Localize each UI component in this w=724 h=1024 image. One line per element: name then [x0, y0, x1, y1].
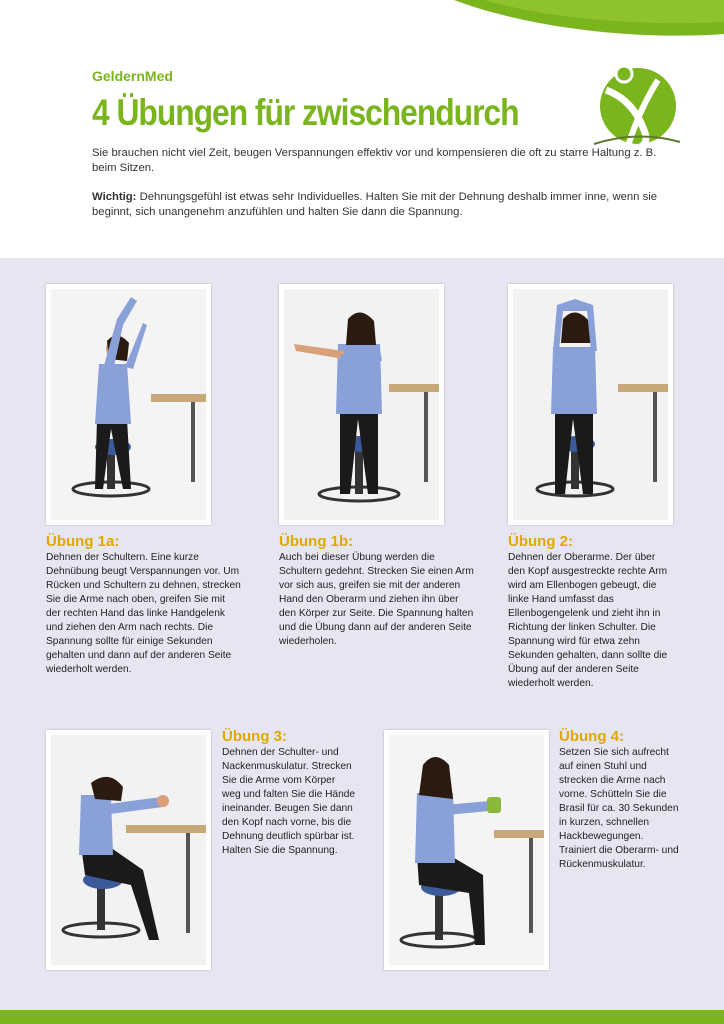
exercise-1a-title: Übung 1a:	[46, 533, 120, 550]
brand-name: GeldernMed	[92, 68, 173, 84]
exercise-1a-photo	[46, 284, 211, 525]
exercise-1a-text: Dehnen der Schultern. Eine kurze Dehnübung beugt Verspannungen vor. Um Rücken und Schultern zu dehnen, strecken Sie die Arme nach oben, greifen Sie mit der rechten Hand das linke Handgelenk und ziehen den Arm nach rechts. Die Spannung sollte für einige Sekunden gehalten und dann auf der anderen Seite wiederholt werden.	[46, 552, 241, 675]
important-label: Wichtig:	[92, 191, 137, 203]
important-note	[92, 190, 672, 220]
page-title: 4 Übungen für zwischendurch	[92, 92, 519, 133]
exercise-3-text: Dehnen der Schulter- und Nackenmuskulatur. Strecken Sie die Arme vom Körper weg und falten Sie die Hände ineinander. Beugen Sie dann den Kopf nach vorne, bis die Dehnung deutlich spürbar ist. Halten Sie die Spannung.	[222, 747, 356, 856]
exercise-1b-text: Auch bei dieser Übung werden die Schultern gedehnt. Strecken Sie einen Arm vor sich aus, greifen sie mit der anderen Hand den Oberarm und ziehen ihn über den Körper zur Seite. Die Spannung halten und die Übung dann auf der anderen Seite wiederholen.	[279, 552, 474, 647]
important-text: Dehnungsgefühl ist etwas sehr Individuelles. Halten Sie mit der Dehnung deshalb immer inne, wenn sie beginnt, sich unangenehm anzufühlen und halten Sie dann die Spannung.	[92, 191, 658, 218]
exercise-4-text: Setzen Sie sich aufrecht auf einen Stuhl und strecken die Arme nach vorne. Schütteln Sie die Brasil für ca. 30 Sekunden in kurzen, schnellen Hackbewegungen. Trainiert die Oberarm- und Rückenmuskulatur.	[559, 747, 679, 870]
header-swoosh-graphic	[444, 0, 724, 40]
geldernmed-logo	[588, 60, 684, 150]
exercise-3-title: Übung 3:	[222, 728, 287, 745]
exercise-4-photo	[384, 730, 549, 970]
exercise-2-text: Dehnen der Oberarme. Der über den Kopf ausgestreckte rechte Arm wird am Ellenbogen gebeugt, die linke Hand umfasst das Ellenbogengelenk und zieht ihn in Richtung der linken Schulter. Die Spannung wird für etwa zehn Sekunden gehalten, dann sollte die Übung auf der anderen Seite wiederholt werden.	[508, 552, 668, 689]
exercise-4-title: Übung 4:	[559, 728, 624, 745]
exercise-1b-photo	[279, 284, 444, 525]
intro-text: Sie brauchen nicht viel Zeit, beugen Verspannungen effektiv vor und kompensieren die oft zu starre Haltung z. B. beim Sitzen.	[92, 147, 657, 174]
exercise-3-photo	[46, 730, 211, 970]
footer-bar	[0, 1010, 724, 1024]
exercise-2-photo	[508, 284, 673, 525]
exercise-2-title: Übung 2:	[508, 533, 573, 550]
exercise-1b-title: Übung 1b:	[279, 533, 354, 550]
